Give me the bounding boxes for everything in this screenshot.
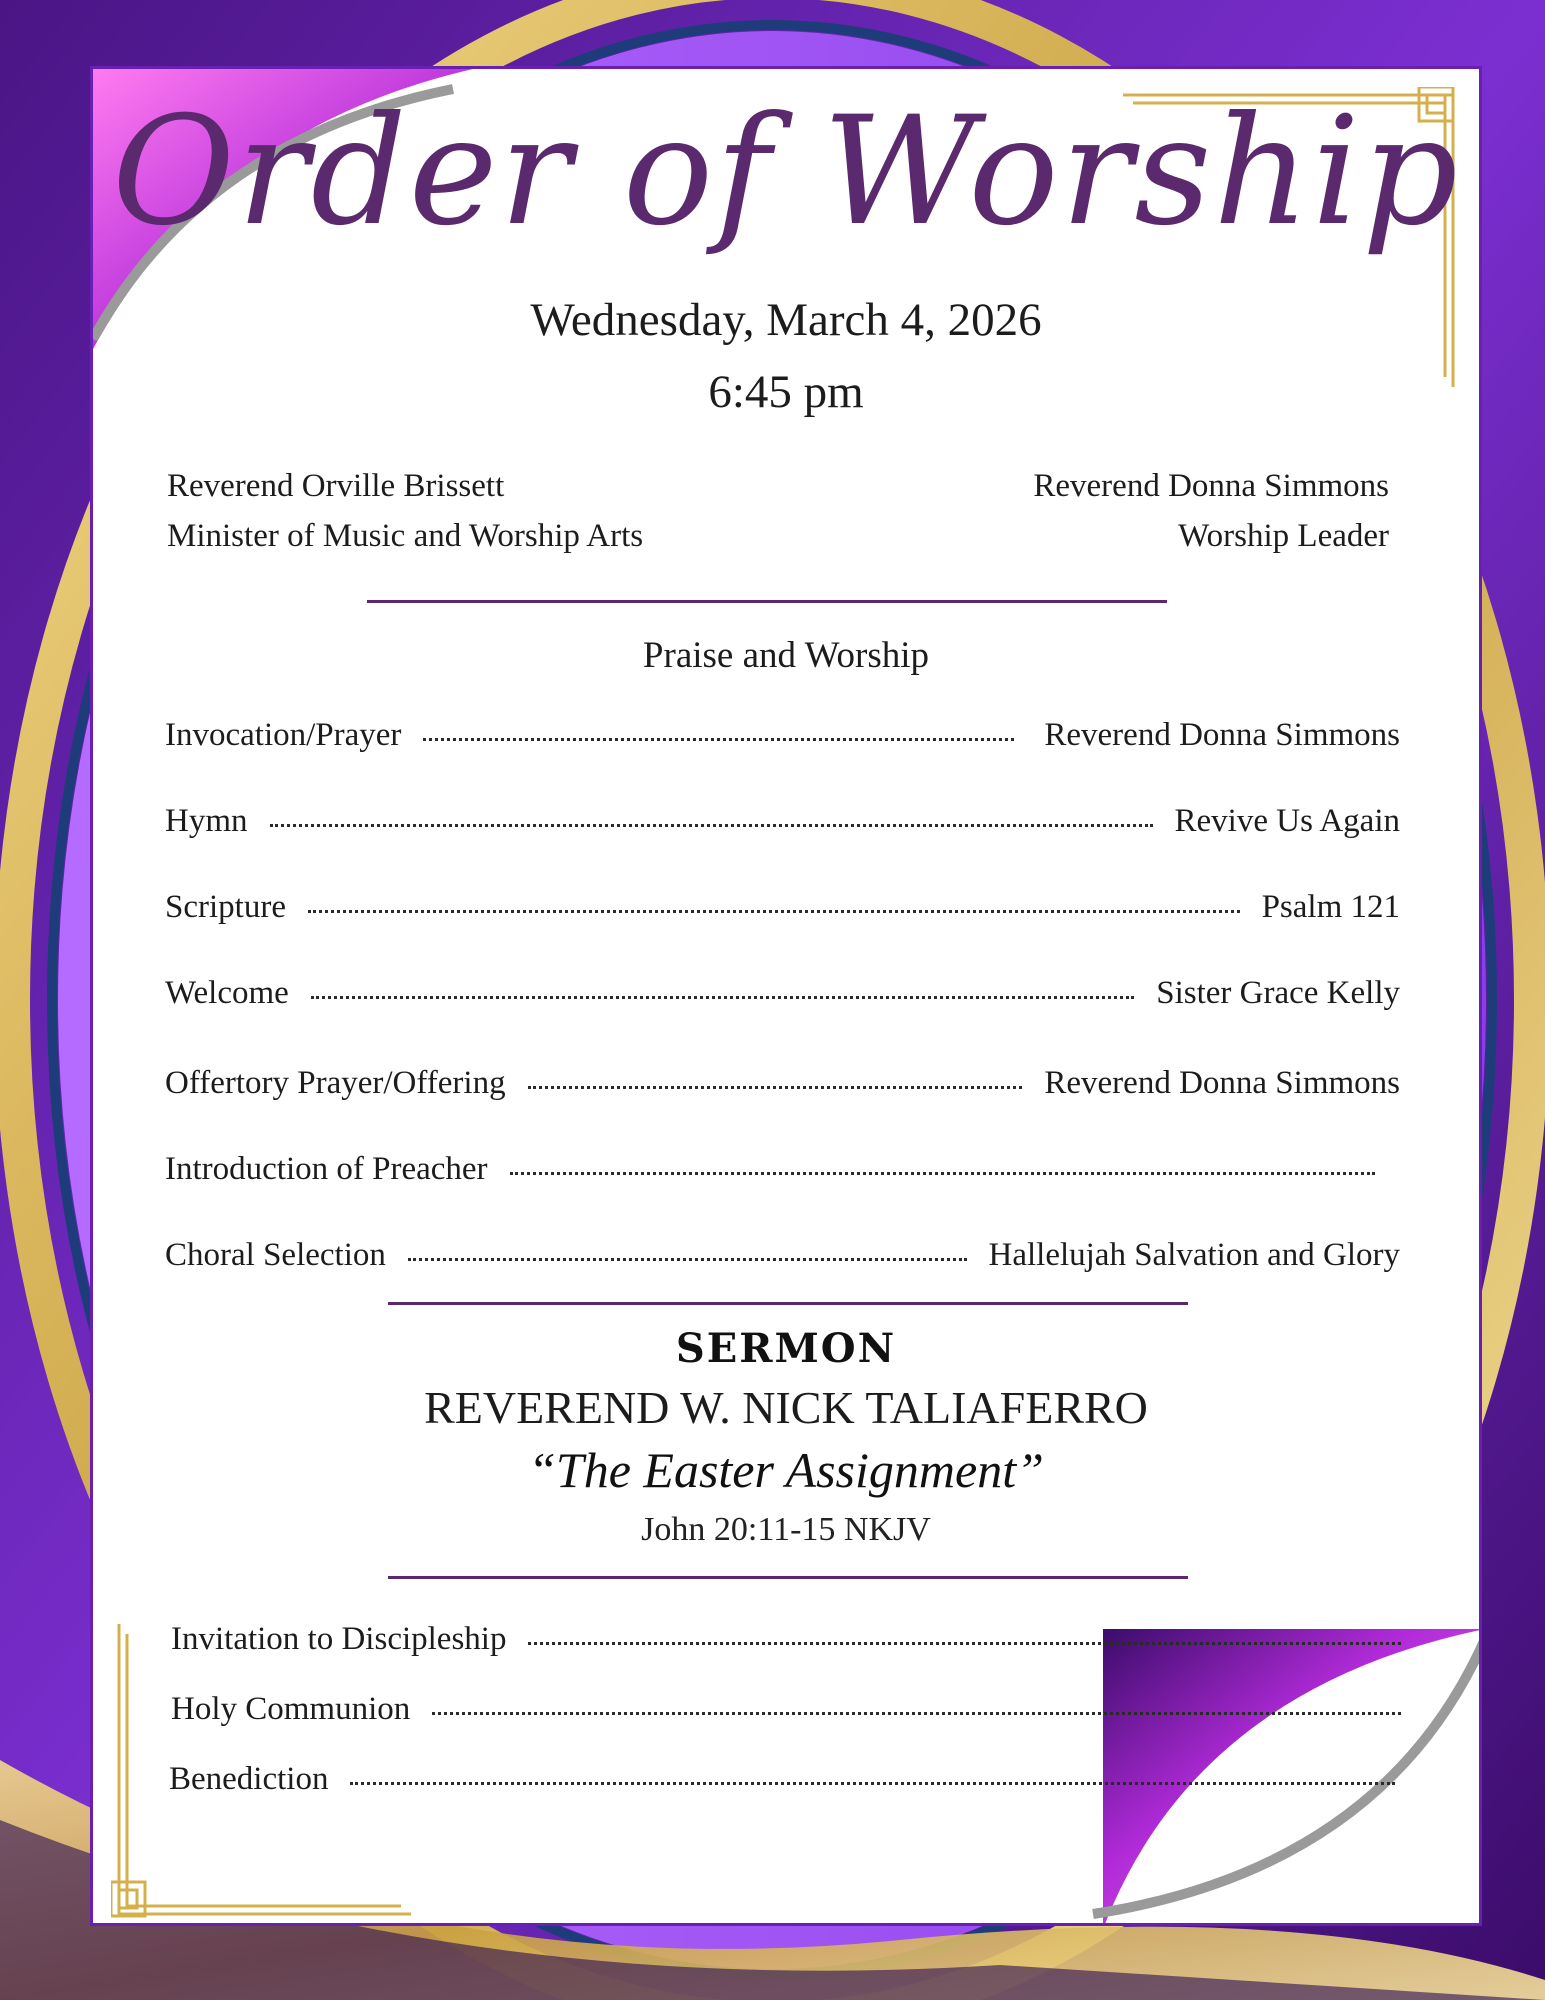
program-item bbox=[165, 803, 1400, 847]
leader-right bbox=[1033, 461, 1389, 561]
page-title: Order of Worship bbox=[112, 85, 1460, 259]
program-page bbox=[90, 66, 1482, 1926]
service-date: Wednesday, March 4, 2026 bbox=[530, 294, 1042, 346]
closing-item-label: Benediction bbox=[169, 1761, 329, 1797]
closing-item bbox=[169, 1761, 1395, 1805]
divider bbox=[367, 600, 1167, 603]
leader-left-role: Minister of Music and Worship Arts bbox=[167, 518, 644, 554]
program-item-label: Offertory Prayer/Offering bbox=[165, 1065, 506, 1101]
dot-leader bbox=[311, 996, 1134, 999]
divider bbox=[388, 1302, 1188, 1305]
divider bbox=[388, 1576, 1188, 1579]
program-item bbox=[165, 889, 1400, 933]
sermon-scripture-reference: John 20:11-15 NKJV bbox=[641, 1511, 931, 1548]
closing-item-label: Holy Communion bbox=[171, 1691, 411, 1727]
program-item-label: Choral Selection bbox=[165, 1237, 386, 1273]
program-item-label: Hymn bbox=[165, 803, 248, 839]
program-item-label: Introduction of Preacher bbox=[165, 1151, 488, 1187]
program-item-label: Scripture bbox=[165, 889, 286, 925]
closing-item-label: Invitation to Discipleship bbox=[171, 1621, 507, 1657]
program-item-label: Invocation/Prayer bbox=[165, 717, 402, 753]
dot-leader bbox=[350, 1782, 1395, 1785]
dot-leader bbox=[510, 1172, 1375, 1175]
leader-right-name: Reverend Donna Simmons bbox=[1033, 468, 1389, 504]
closing-item bbox=[171, 1621, 1401, 1665]
leader-left bbox=[167, 461, 643, 561]
program-item-value: Psalm 121 bbox=[1261, 889, 1400, 925]
program-item-value: Hallelujah Salvation and Glory bbox=[988, 1237, 1400, 1273]
dot-leader bbox=[528, 1642, 1401, 1645]
service-time: 6:45 pm bbox=[708, 366, 864, 418]
dot-leader bbox=[408, 1258, 967, 1261]
dot-leader bbox=[432, 1712, 1401, 1715]
sermon-preacher: REVEREND W. NICK TALIAFERRO bbox=[424, 1382, 1148, 1433]
program-item bbox=[165, 1065, 1400, 1109]
program-item-value: Sister Grace Kelly bbox=[1156, 975, 1400, 1011]
program-item-value: Reverend Donna Simmons bbox=[1044, 717, 1400, 753]
sermon-title: “The Easter Assignment” bbox=[528, 1442, 1044, 1498]
sermon-heading: SERMON bbox=[675, 1325, 897, 1372]
dot-leader bbox=[308, 910, 1240, 913]
dot-leader bbox=[423, 738, 1014, 741]
dot-leader bbox=[270, 824, 1153, 827]
program-item bbox=[165, 975, 1400, 1019]
program-item bbox=[165, 1237, 1400, 1281]
program-item-value: Revive Us Again bbox=[1174, 803, 1400, 839]
program-item-value: Reverend Donna Simmons bbox=[1044, 1065, 1400, 1101]
closing-item bbox=[171, 1691, 1401, 1735]
program-item bbox=[165, 717, 1400, 761]
leader-right-role: Worship Leader bbox=[1178, 518, 1389, 554]
dot-leader bbox=[528, 1086, 1023, 1089]
program-item bbox=[165, 1151, 1375, 1195]
program-item-label: Welcome bbox=[165, 975, 289, 1011]
leader-left-name: Reverend Orville Brissett bbox=[167, 468, 505, 504]
section-heading: Praise and Worship bbox=[642, 635, 930, 676]
